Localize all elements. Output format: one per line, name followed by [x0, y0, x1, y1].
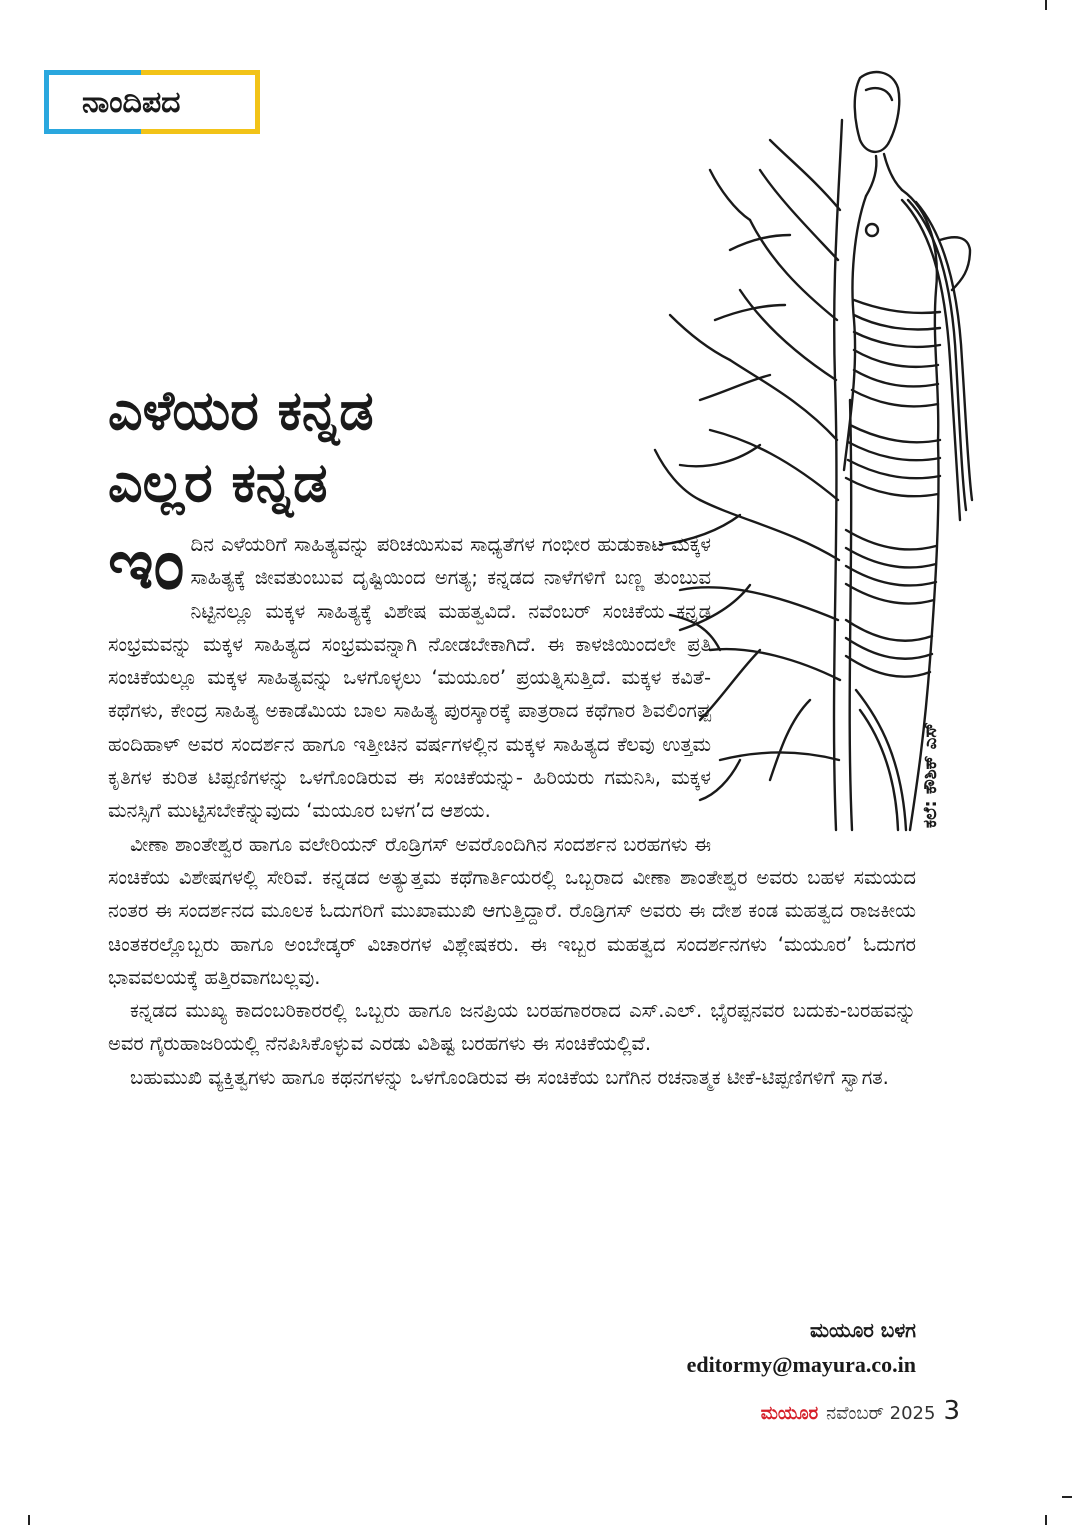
illustration-credit: ಕಲೆ: ಕೌಶಿಕ್ ಎಸ್ [920, 722, 941, 828]
section-tag-label: ನಾಂದಿಪದ [82, 84, 181, 120]
crop-mark-right-bottom [1062, 1496, 1072, 1498]
page-footer [761, 1396, 960, 1426]
crop-mark-bottom-right [1045, 1515, 1047, 1525]
crop-mark-bottom-left [28, 1515, 30, 1525]
section-tag [44, 70, 260, 134]
crop-mark-top-right [1045, 0, 1047, 10]
headline-line-1: ಎಳೆಯರ ಕನ್ನಡ [108, 379, 374, 442]
signature-block [687, 1318, 916, 1378]
paragraph-1-text: ದಿನ ಎಳೆಯರಿಗೆ ಸಾಹಿತ್ಯವನ್ನು ಪರಿಚಯಿಸುವ ಸಾಧ್ಯತೆಗಳ ಗಂಭೀರ ಹುಡುಕಾಟ ಮಕ್ಕಳ ಸಾಹಿತ್ಯಕ್ಕೆ ಜೀವತುಂಬುವ ದೃಷ್ಟಿಯಿಂದ ಅಗತ್ಯ; ಕನ್ನಡದ ನಾಳೆಗಳಿಗೆ ಬಣ್ಣ ತುಂಬುವ ನಿಟ್ಟಿನಲ್ಲೂ ಮಕ್ಕಳ ಸಾಹಿತ್ಯಕ್ಕೆ ವಿಶೇಷ ಮಹತ್ವವಿದೆ. ನವೆಂಬರ್ ಸಂಚಿಕೆಯ ಕನ್ನಡ ಸಂಭ್ರಮವನ್ನು ಮಕ್ಕಳ ಸಾಹಿತ್ಯದ ಸಂಭ್ರಮವನ್ನಾಗಿ ನೋಡಬೇಕಾಗಿದೆ. ಈ ಕಾಳಜಿಯಿಂದಲೇ ಪ್ರತಿ ಸಂಚಿಕೆಯಲ್ಲೂ ಮಕ್ಕಳ ಸಾಹಿತ್ಯವನ್ನು ಒಳಗೊಳ್ಳಲು ‘ಮಯೂರ’ ಪ್ರಯತ್ನಿಸುತ್ತಿದೆ. ಮಕ್ಕಳ ಕವಿತೆ- ಕಥೆಗಳು, ಕೇಂದ್ರ ಸಾಹಿತ್ಯ ಅಕಾಡೆಮಿಯ ಬಾಲ ಸಾಹಿತ್ಯ ಪುರಸ್ಕಾರಕ್ಕೆ ಪಾತ್ರರಾದ ಕಥೆಗಾರ ಶಿವಲಿಂಗಪ್ಪ ಹಂದಿಹಾಳ್ ಅವರ ಸಂದರ್ಶನ ಹಾಗೂ ಇತ್ತೀಚಿನ ವರ್ಷಗಳಲ್ಲಿನ ಮಕ್ಕಳ ಸಾಹಿತ್ಯದ ಕೆಲವು ಉತ್ತಮ ಕೃತಿಗಳ ಕುರಿತ ಟಿಪ್ಪಣಿಗಳನ್ನು ಒಳಗೊಂಡಿರುವ ಈ ಸಂಚಿಕೆಯನ್ನು- ಹಿರಿಯರು ಗಮನಿಸಿ, ಮಕ್ಕಳ ಮನಸ್ಸಿಗೆ ಮುಟ್ಟಿಸಬೇಕೆನ್ನುವುದು ‘ಮಯೂರ ಬಳಗ’ದ ಆಶಯ. [108, 533, 711, 823]
article-body [108, 523, 916, 1094]
paragraph-2: ವೀಣಾ ಶಾಂತೇಶ್ವರ ಹಾಗೂ ವಲೇರಿಯನ್ ರೊಡ್ರಿಗಸ್ ಅವರೊಂದಿಗಿನ ಸಂದರ್ಶನ ಬರಹಗಳು ಈ ಸಂಚಿಕೆಯ ವಿಶೇಷಗಳಲ್ಲಿ ಸೇರಿವೆ. ಕನ್ನಡದ ಅತ್ಯುತ್ತಮ ಕಥೆಗಾರ್ತಿಯರಲ್ಲಿ ಒಬ್ಬರಾದ ವೀಣಾ ಶಾಂತೇಶ್ವರ ಅವರು ಬಹಳ ಸಮಯದ ನಂತರ ಈ ಸಂದರ್ಶನದ ಮೂಲಕ ಓದುಗರಿಗೆ ಮುಖಾಮುಖಿ ಆಗುತ್ತಿದ್ದಾರೆ. ರೊಡ್ರಿಗಸ್ ಅವರು ಈ ದೇಶ ಕಂಡ ಮಹತ್ವದ ರಾಜಕೀಯ ಚಿಂತಕರಲ್ಲೊಬ್ಬರು ಹಾಗೂ ಅಂಬೇಡ್ಕರ್ ವಿಚಾರಗಳ ವಿಶ್ಲೇಷಕರು. ಈ ಇಬ್ಬರ ಮಹತ್ವದ ಸಂದರ್ಶನಗಳು ‘ಮಯೂರ’ ಓದುಗರ ಭಾವವಲಯಕ್ಕೆ ಹತ್ತಿರವಾಗಬಲ್ಲವು. [108, 832, 916, 989]
headline [108, 375, 628, 519]
magazine-brand: ಮಯೂರ [760, 1403, 819, 1424]
illustration-wrap-space [711, 528, 916, 858]
issue-month-year: ನವೆಂಬರ್ 2025 [826, 1403, 936, 1424]
paragraph-4: ಬಹುಮುಖಿ ವ್ಯಕ್ತಿತ್ವಗಳು ಹಾಗೂ ಕಥನಗಳನ್ನು ಒಳಗೊಂಡಿರುವ ಈ ಸಂಚಿಕೆಯ ಬಗೆಗಿನ ರಚನಾತ್ಮಕ ಟೀಕೆ-ಟಿಪ್ಪಣಿಗಳಿಗೆ ಸ್ವಾಗತ. [130, 1065, 889, 1089]
signature-name: ಮಯೂರ ಬಳಗ [810, 1318, 916, 1342]
editor-email[interactable]: editormy@mayura.co.in [686, 1352, 916, 1377]
page-number: 3 [943, 1396, 960, 1426]
headline-line-2: ಎಲ್ಲರ ಕನ್ನಡ [108, 451, 328, 514]
paragraph-3: ಕನ್ನಡದ ಮುಖ್ಯ ಕಾದಂಬರಿಕಾರರಲ್ಲಿ ಒಬ್ಬರು ಹಾಗೂ ಜನಪ್ರಿಯ ಬರಹಗಾರರಾದ ಎಸ್.ಎಲ್. ಭೈರಪ್ಪನವರ ಬದುಕು-ಬರಹವನ್ನು ಅವರ ಗೈರುಹಾಜರಿಯಲ್ಲಿ ನೆನಪಿಸಿಕೊಳ್ಳುವ ಎರಡು ವಿಶಿಷ್ಟ ಬರಹಗಳು ಈ ಸಂಚಿಕೆಯಲ್ಲಿವೆ. [108, 999, 916, 1056]
drop-cap: ಇಂ [108, 523, 185, 605]
